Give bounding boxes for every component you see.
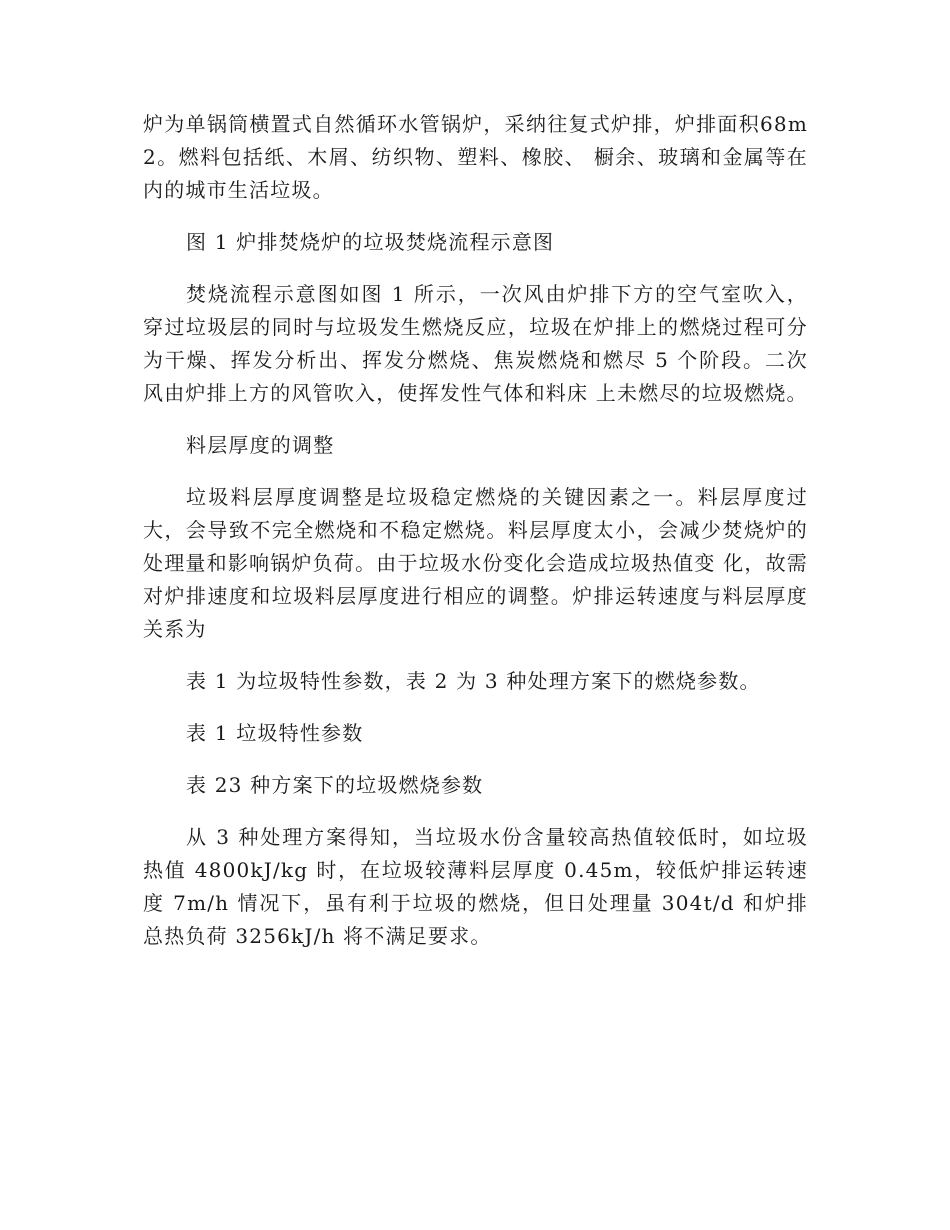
document-body (143, 108, 808, 972)
figure-caption-1: 图 1 炉排焚烧炉的垃圾焚烧流程示意图 (186, 230, 555, 254)
paragraph-table-reference: 表 1 为垃圾特性参数，表 2 为 3 种处理方案下的燃烧参数。 (186, 669, 761, 693)
paragraph-layer-adjustment: 垃圾料层厚度调整是垃圾稳定燃烧的关键因素之一。料层厚度过大，会导致不完全燃烧和不稳定燃烧。料层厚度太小，会减少焚烧炉的处理量和影响锅炉负荷。由于垃圾水份变化会造成垃圾热值变 化，故需对炉排速度和垃圾料层厚度进行相应的调整。炉排运转速度与料层厚度关系为 (143, 485, 808, 641)
table-caption-2: 表 23 种方案下的垃圾燃烧参数 (186, 773, 484, 797)
paragraph-incineration-flow: 焚烧流程示意图如图 1 所示，一次风由炉排下方的空气室吹入，穿过垃圾层的同时与垃圾发生燃烧反应，垃圾在炉排上的燃烧过程可分为干燥、挥发分析出、挥发分燃烧、焦炭燃烧和燃尽 5 个阶段。二次风由炉排上方的风管吹入，使挥发性气体和料床 上未燃尽的垃圾燃烧。 (143, 282, 808, 405)
section-heading-layer-thickness: 料层厚度的调整 (186, 433, 335, 457)
paragraph-boiler-description: 炉为单锅筒横置式自然循环水管锅炉，采纳往复式炉排，炉排面积68m2。燃料包括纸、木屑、纺织物、塑料、橡胶、 橱余、玻璃和金属等在内的城市生活垃圾。 (143, 112, 808, 202)
paragraph-conclusion: 从 3 种处理方案得知，当垃圾水份含量较高热值较低时，如垃圾热值 4800kJ/kg 时，在垃圾较薄料层厚度 0.45m，较低炉排运转速度 7m/h 情况下，虽有利于垃圾的燃烧，但日处理量 304t/d 和炉排总热负荷 3256kJ/h 将不满足要求。 (143, 825, 808, 948)
table-caption-1: 表 1 垃圾特性参数 (186, 721, 364, 745)
